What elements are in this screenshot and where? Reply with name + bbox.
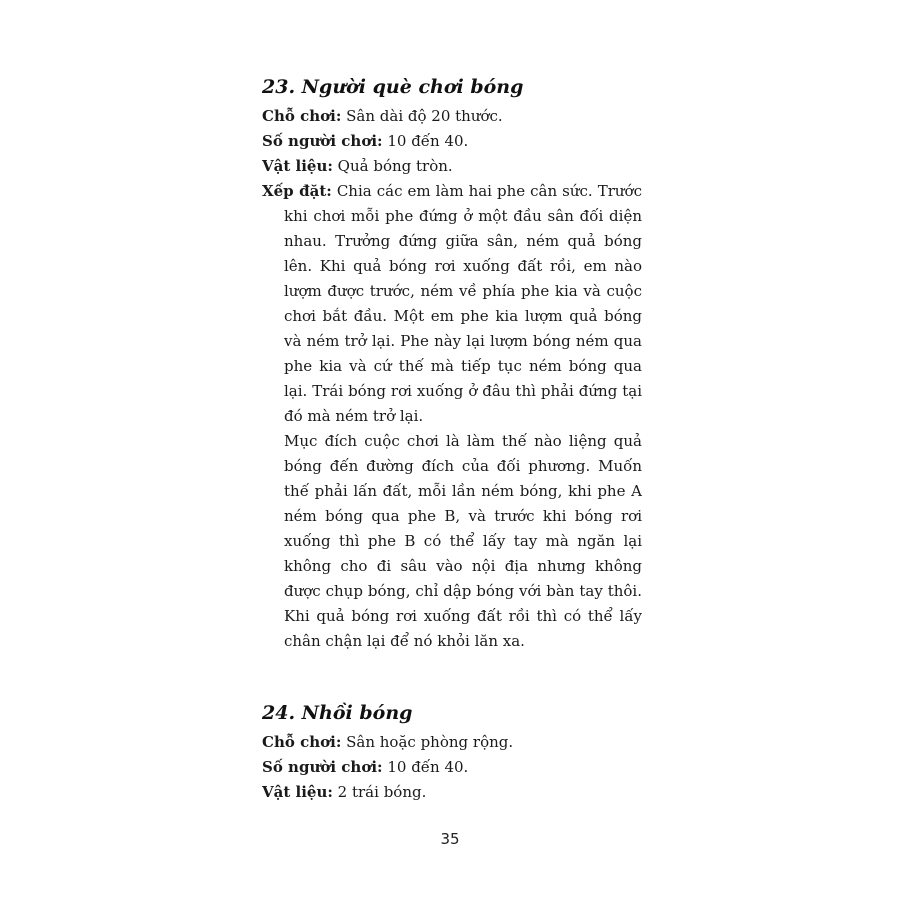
field-label: Chỗ chơi: bbox=[262, 733, 342, 751]
field-label: Số người chơi: bbox=[262, 132, 383, 150]
field-value: Quả bóng tròn. bbox=[332, 157, 453, 175]
game-section-24 bbox=[262, 700, 642, 805]
players-field bbox=[262, 755, 642, 780]
place-field bbox=[262, 730, 642, 755]
place-field bbox=[262, 104, 642, 129]
field-value: Sân hoặc phòng rộng. bbox=[341, 733, 514, 751]
field-value: Chia các em làm hai phe cân sức. Trước khi chơi mỗi phe đứng ở một đầu sân đối diện nhau. Trưởng đứng giữa sân, ném quả bóng lên. Khi quả bóng rơi xuống đất rồi, em nào lượm được trước, ném về phía phe kia và cuộc chơi bắt đầu. Một em phe kia lượm quả bóng và ném trở lại. Phe này lại lượm bóng ném qua phe kia và cứ thế mà tiếp tục ném bóng qua lại. Trái bóng rơi xuống ở đâu thì phải đứng tại đó mà ném trở lại. bbox=[284, 182, 642, 425]
players-field bbox=[262, 129, 642, 154]
field-label: Số người chơi: bbox=[262, 758, 383, 776]
field-value: Sân dài độ 20 thước. bbox=[341, 107, 503, 125]
section-heading: 23. Người què chơi bóng bbox=[262, 76, 524, 98]
materials-field bbox=[262, 154, 642, 179]
field-value: 2 trái bóng. bbox=[332, 783, 427, 801]
field-value: 10 đến 40. bbox=[382, 132, 469, 150]
page-number: 35 bbox=[440, 830, 460, 848]
game-section-23 bbox=[262, 74, 642, 654]
materials-field bbox=[262, 780, 642, 805]
field-label: Chỗ chơi: bbox=[262, 107, 342, 125]
field-label: Vật liệu: bbox=[262, 783, 333, 801]
purpose-paragraph: Mục đích cuộc chơi là làm thế nào liệng quả bóng đến đường đích của đối phương. Muốn thế phải lấn đất, mỗi lần ném bóng, khi phe A ném bóng qua phe B, và trước khi bóng rơi xuống thì phe B có thể lấy tay mà ngăn lại không cho đi sâu vào nội địa nhưng không được chụp bóng, chỉ dập bóng với bàn tay thôi. Khi quả bóng rơi xuống đất rồi thì có thể lấy chân chận lại để nó khỏi lăn xa. bbox=[284, 432, 642, 650]
field-value: 10 đến 40. bbox=[382, 758, 469, 776]
section-heading: 24. Nhồi bóng bbox=[262, 702, 413, 724]
field-label: Vật liệu: bbox=[262, 157, 333, 175]
setup-field bbox=[262, 179, 642, 429]
field-label: Xếp đặt: bbox=[262, 182, 332, 200]
